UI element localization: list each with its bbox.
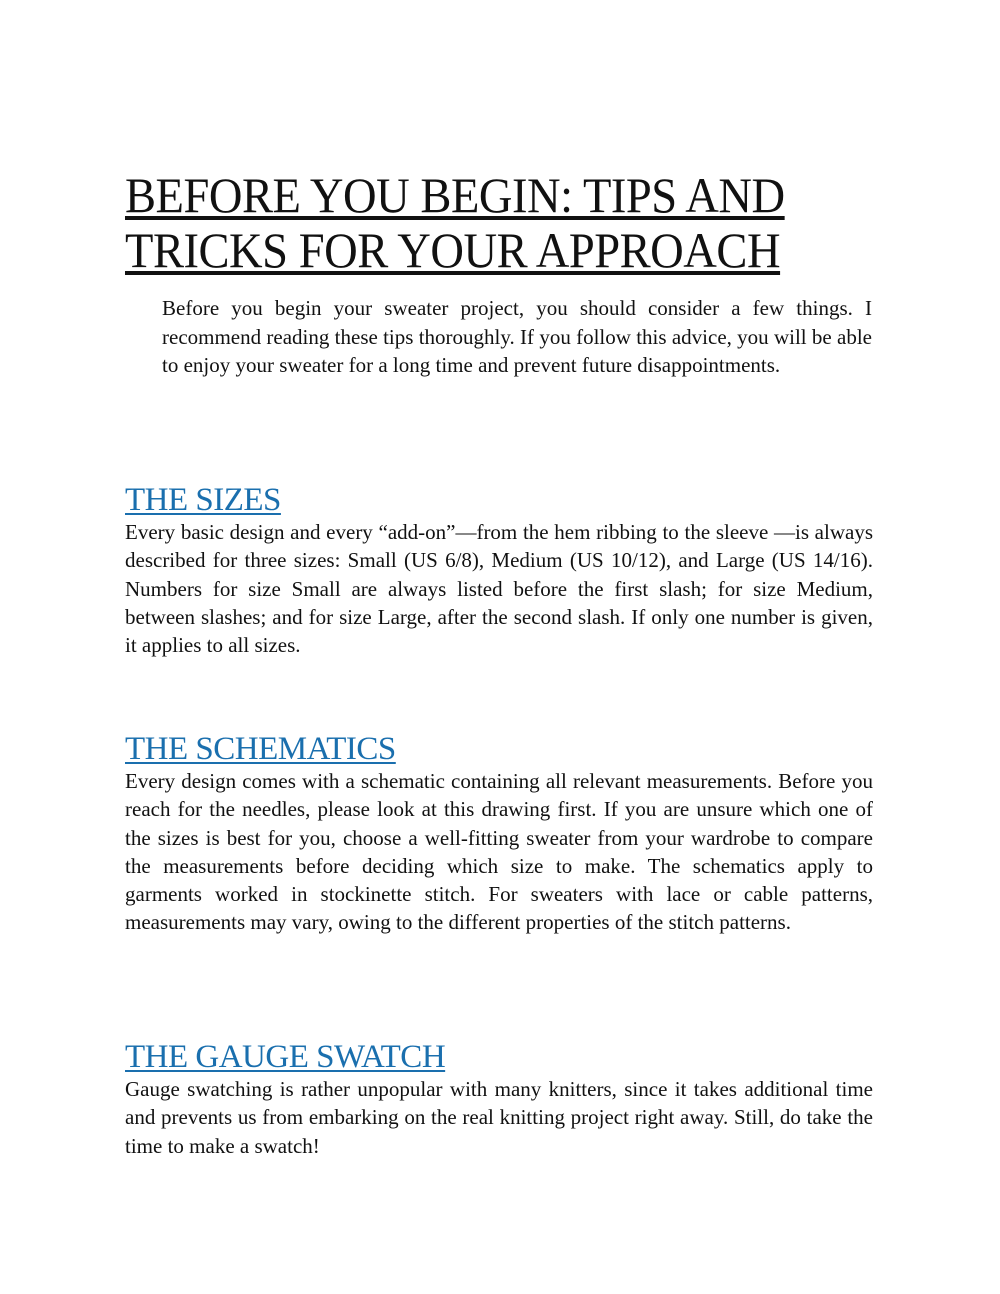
page-title-line-1: BEFORE YOU BEGIN: TIPS AND (125, 167, 785, 223)
section-heading-schematics: THE SCHEMATICS (125, 731, 396, 767)
section-body-schematics: Every design comes with a schematic containing all relevant measurements. Before you reach for the needles, please look at this drawing first. If you are unsure which one of the sizes is best for you, choose a well-fitting sweater from your wardrobe to compare the measurements before deciding which size to make. The schematics apply to garments worked in stockinette stitch. For sweaters with lace or cable patterns, measurements may vary, owing to the different properties of the stitch patterns. (125, 769, 873, 935)
page-title (125, 168, 832, 278)
intro-paragraph: Before you begin your sweater project, you should consider a few things. I recommend reading these tips thoroughly. If you follow this advice, you will be able to enjoy your sweater for a long time and prevent future disappointments. (162, 296, 872, 377)
section-heading-gauge-swatch: THE GAUGE SWATCH (125, 1039, 446, 1075)
section-body-sizes: Every basic design and every “add-on”—from the hem ribbing to the sleeve —is always described for three sizes: Small (US 6/8), Medium (US 10/12), and Large (US 14/16). Numbers for size Small are always listed before the first slash; for size Medium, between slashes; and for size Large, after the second slash. If only one number is given, it applies to all sizes. (125, 520, 873, 658)
page-title-line-2: TRICKS FOR YOUR APPROACH (125, 222, 781, 278)
section-body-gauge-swatch: Gauge swatching is rather unpopular with many knitters, since it takes additional time and prevents us from embarking on the real knitting project right away. Still, do take the time to make a swatch! (125, 1077, 873, 1158)
section-heading-sizes: THE SIZES (125, 482, 281, 518)
